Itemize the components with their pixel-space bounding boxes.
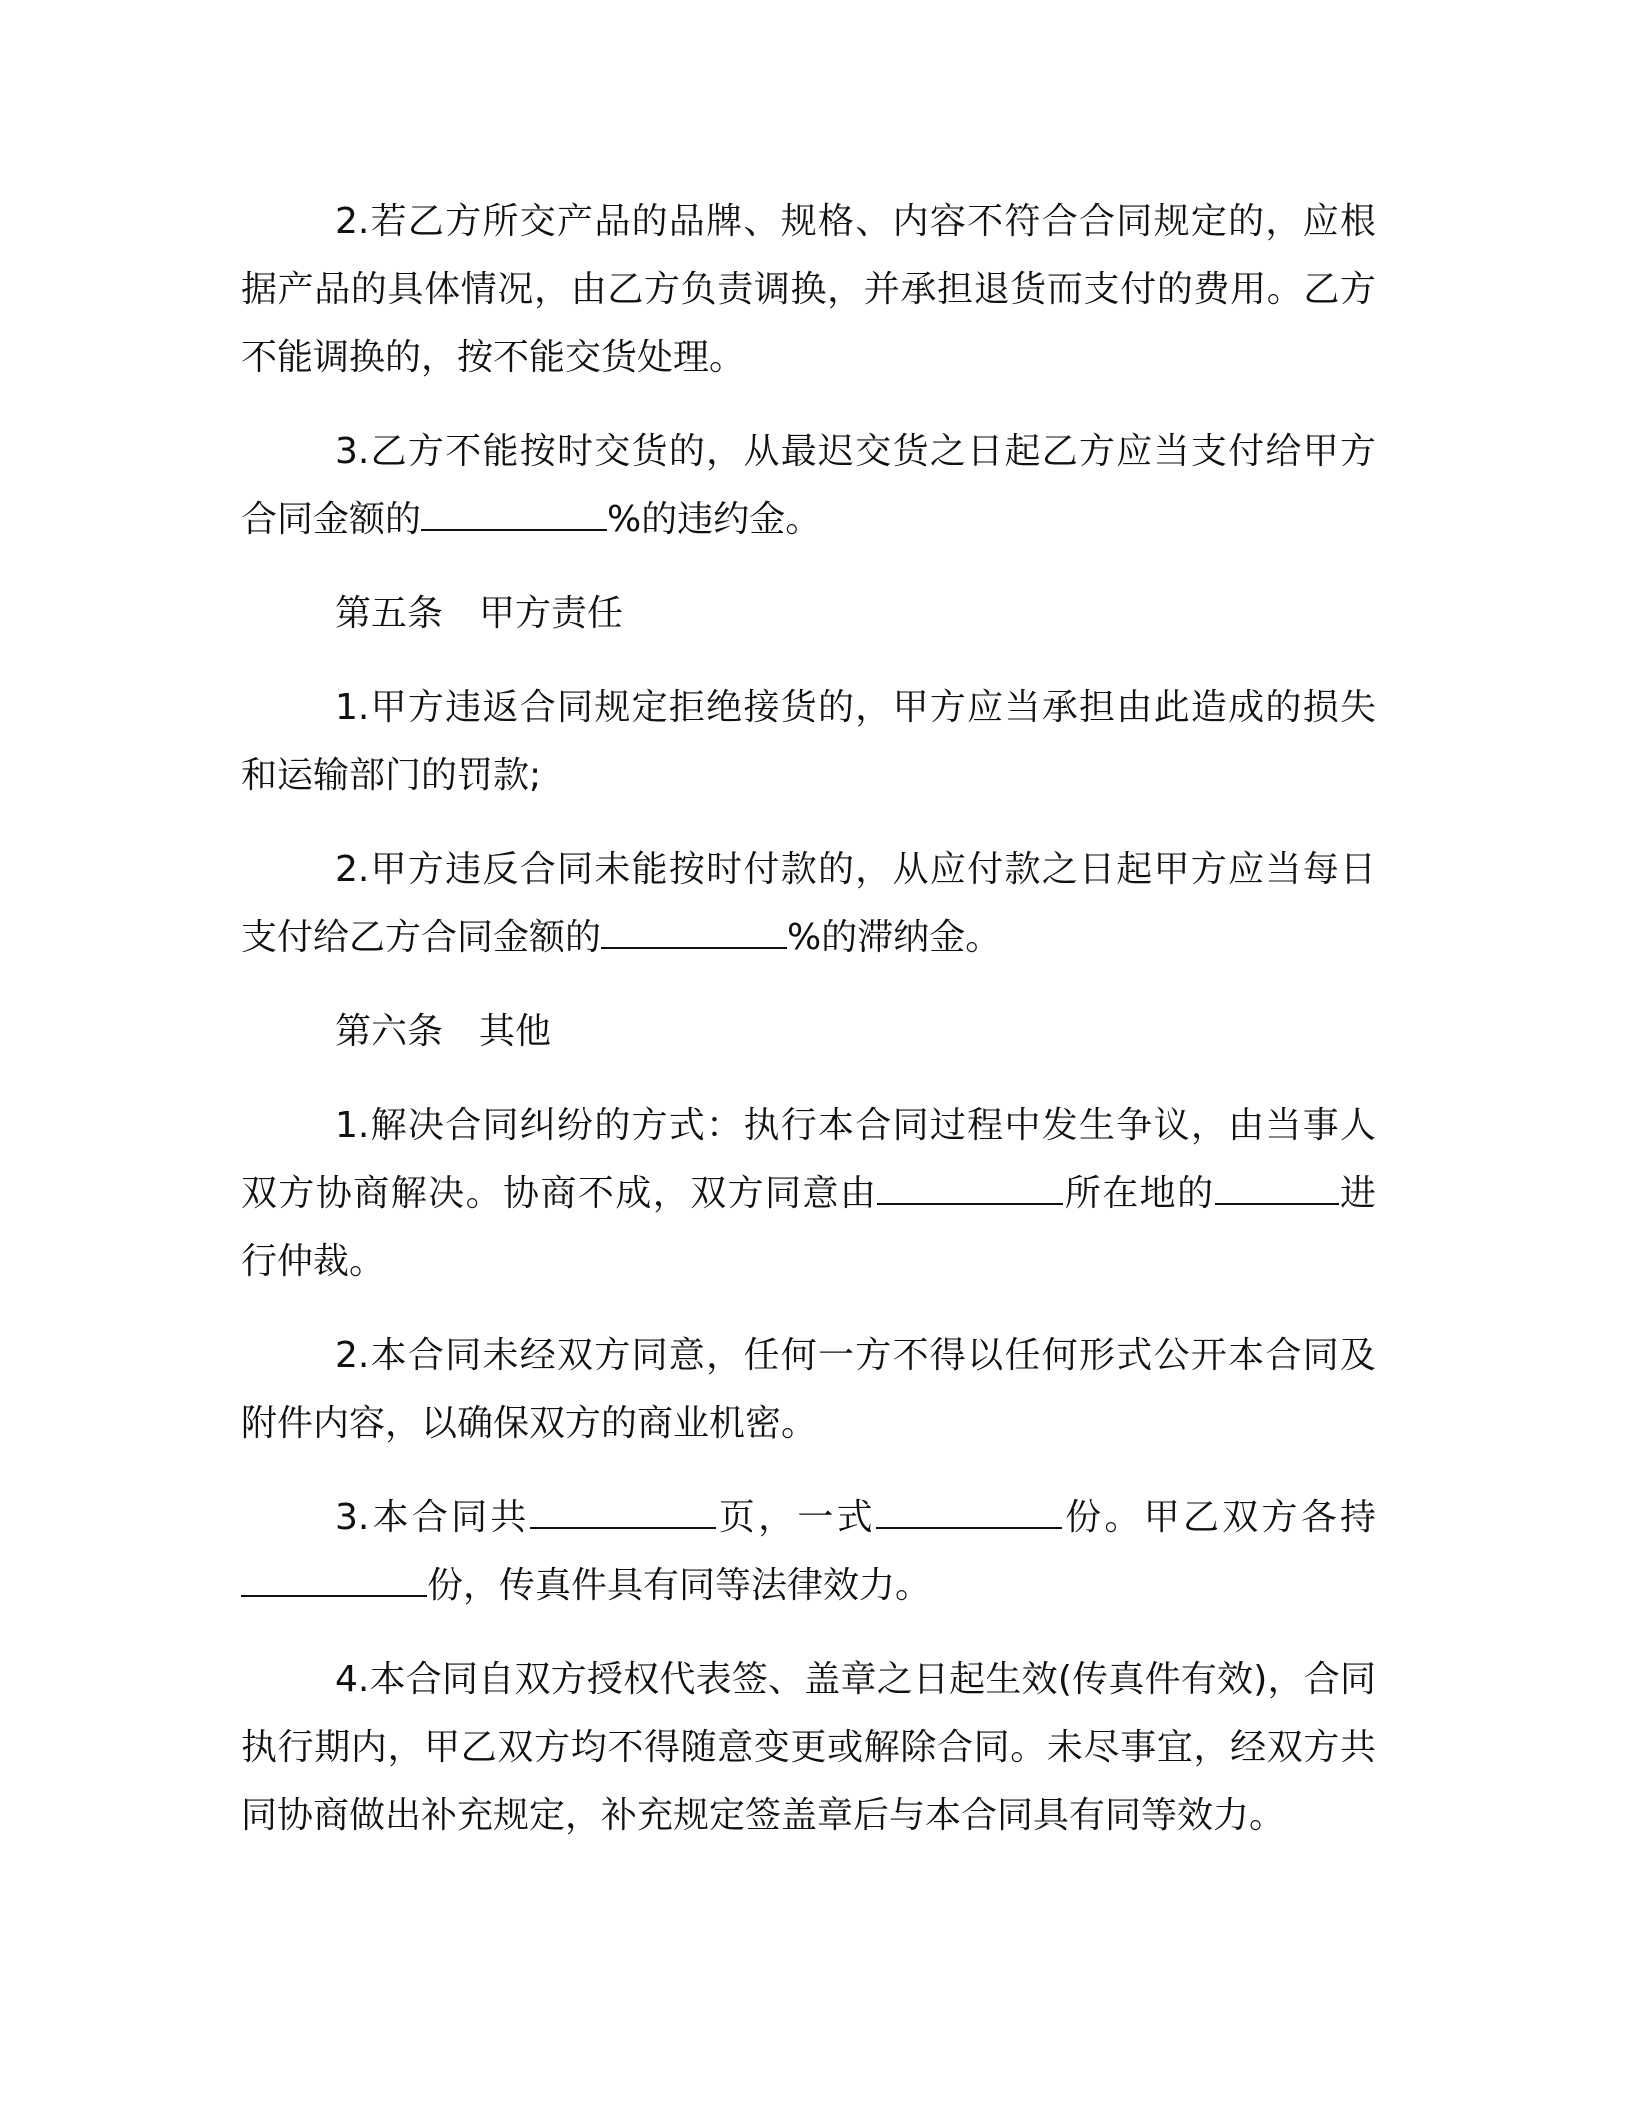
clause-6-item-2: 2.本合同未经双方同意，任何一方不得以任何形式公开本合同及附件内容，以确保双方的商业机密。 bbox=[241, 1335, 1376, 1444]
late-fee-rate-blank bbox=[601, 913, 787, 949]
clause-6-item-3-text: 3.本合同共 bbox=[335, 1497, 530, 1538]
clause-5-item-2-text: 2.甲方违反合同未能按时付款的，从应付款之日起甲方应当每日支付给乙方合同金额的 bbox=[241, 849, 1376, 958]
penalty-rate-blank bbox=[421, 495, 607, 531]
clause-6-item-3-mid2: 份。甲乙双方各持 bbox=[1061, 1497, 1376, 1538]
clause-4-item-3-text: 3.乙方不能按时交货的，从最迟交货之日起乙方应当支付给甲方合同金额的 bbox=[241, 431, 1376, 540]
clause-6-item-1-text: 1.解决合同纠纷的方式：执行本合同过程中发生争议，由当事人双方协商解决。协商不成，双方同意由 bbox=[241, 1105, 1376, 1214]
clause-5-item-1: 1.甲方违返合同规定拒绝接货的，甲方应当承担由此造成的损失和运输部门的罚款; bbox=[241, 687, 1376, 796]
clause-4-item-2: 2.若乙方所交产品的品牌、规格、内容不符合合同规定的，应根据产品的具体情况，由乙方负责调换，并承担退货而支付的费用。乙方不能调换的，按不能交货处理。 bbox=[241, 201, 1376, 378]
page-count-blank bbox=[530, 1493, 716, 1529]
clause-6-item-1-tail: 进行仲裁。 bbox=[241, 1173, 1376, 1282]
clause-4-item-3 bbox=[241, 418, 1376, 554]
arbitration-body-blank bbox=[1215, 1169, 1339, 1205]
clause-6-item-3 bbox=[241, 1484, 1376, 1620]
document-body bbox=[241, 188, 1376, 1876]
clause-5-heading: 第五条 甲方责任 bbox=[335, 593, 624, 634]
clause-6-item-1-mid: 所在地的 bbox=[1063, 1173, 1215, 1214]
clause-6-heading: 第六条 其他 bbox=[335, 1011, 552, 1052]
copy-count-blank bbox=[876, 1493, 1062, 1529]
clause-6-item-1 bbox=[241, 1092, 1376, 1296]
clause-5-item-2-tail: %的滞纳金。 bbox=[787, 917, 1002, 958]
clause-6-item-3-tail: 份，传真件具有同等法律效力。 bbox=[427, 1565, 932, 1606]
clause-4-item-3-tail: %的违约金。 bbox=[607, 499, 822, 540]
clause-6-item-4: 4.本合同自双方授权代表签、盖章之日起生效(传真件有效)，合同执行期内，甲乙双方均不得随意变更或解除合同。未尽事宜，经双方共同协商做出补充规定，补充规定签盖章后与本合同具有同等效力。 bbox=[241, 1659, 1376, 1836]
clause-5-item-2 bbox=[241, 836, 1376, 972]
clause-6-item-3-mid1: 页，一式 bbox=[715, 1497, 876, 1538]
copies-each-blank bbox=[241, 1561, 427, 1597]
arbitration-location-blank bbox=[877, 1169, 1063, 1205]
